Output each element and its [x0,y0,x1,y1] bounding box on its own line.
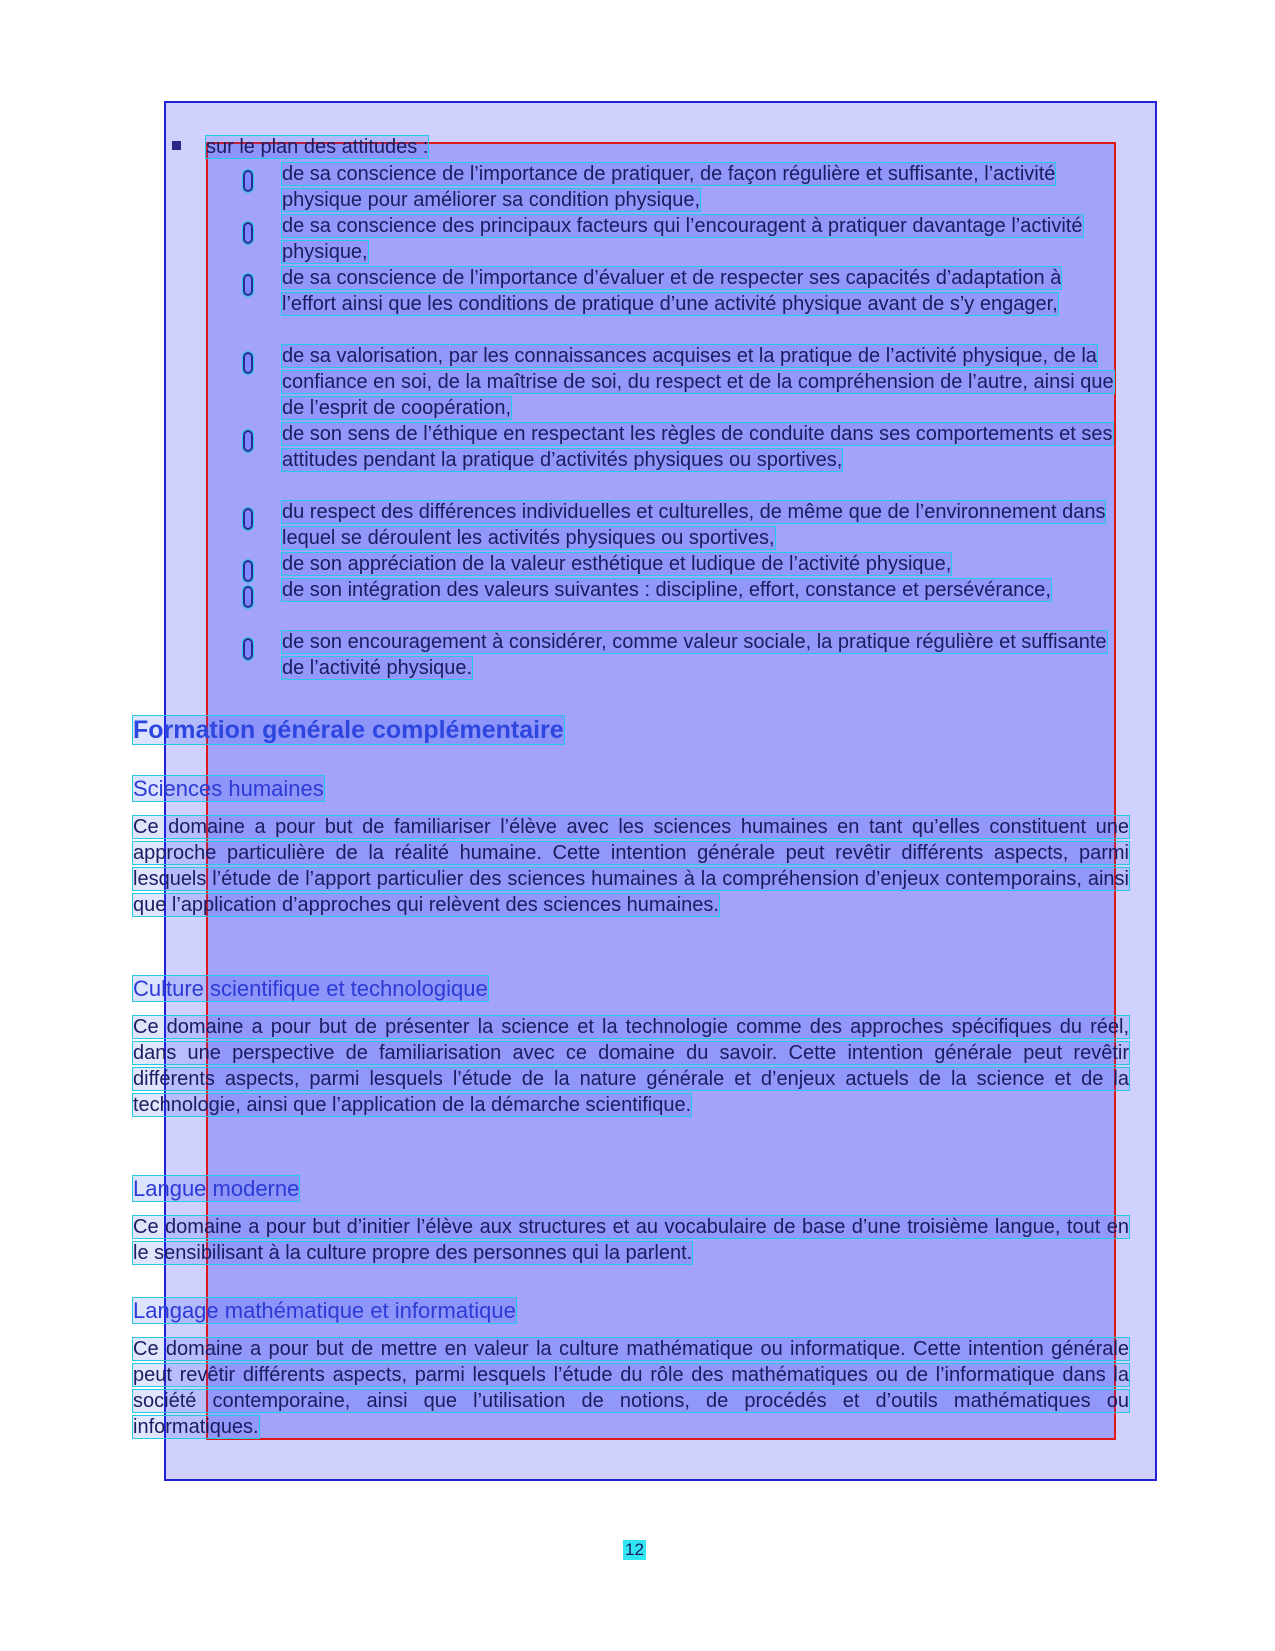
attitude-item: de sa conscience des principaux facteurs qui l’encouragent à pratiquer davantage l’activité physique, [282,215,1083,263]
attitude-item: de sa valorisation, par les connaissances acquises et la pratique de l’activité physique, de la confiance en soi, de la maîtrise de soi, du respect et de la compréhension de l’autre, ainsi que de l’esprit de coopération, [282,345,1114,419]
subsection-paragraph: Ce domaine a pour but de familiariser l’élève avec les sciences humaines en tant qu’elles constituent une approche particulière de la réalité humaine. Cette intention générale peut revêtir différents aspects, parmi lesquels l’étude de l’apport particulier des sciences humaines à la compréhension d’enjeux contemporains, ainsi que l’application d’approches qui relèvent des sciences humaines. [133,816,1129,916]
circle-bullet-icon [243,222,253,244]
circle-bullet-icon [243,274,253,296]
attitude-item: de son intégration des valeurs suivantes : discipline, effort, constance et persévérance, [282,579,1051,601]
circle-bullet-icon [243,508,253,530]
subsection-heading: Langue moderne [133,1176,300,1201]
subsection-paragraph: Ce domaine a pour but de mettre en valeur la culture mathématique ou informatique. Cette intention générale peut revêtir différents aspects, parmi lesquels l’étude du rôle des mathématiques ou de l’informatique dans la société contemporaine, ainsi que l’utilisation de notions, de procédés et d’outils mathématiques ou informatiques. [133,1338,1129,1438]
subsection-paragraph: Ce domaine a pour but d’initier l’élève aux structures et au vocabulaire de base d’une troisième langue, tout en le sensibilisant à la culture propre des personnes qui la parlent. [133,1216,1129,1264]
section-title: Formation générale complémentaire [133,716,564,744]
square-bullet-icon [172,141,181,150]
attitude-item: de son appréciation de la valeur esthétique et ludique de l’activité physique, [282,553,952,575]
subsection-paragraph: Ce domaine a pour but de présenter la science et la technologie comme des approches spécifiques du réel, dans une perspective de familiarisation avec ce domaine du savoir. Cette intention générale peut revêtir différents aspects, parmi lesquels l’étude de la nature générale et d’enjeux actuels de la science et de la technologie, ainsi que l’application de la démarche scientifique. [133,1016,1129,1116]
attitude-item: de sa conscience de l’importance de pratiquer, de façon régulière et suffisante, l’activité physique pour améliorer sa condition physique, [282,163,1056,211]
attitude-item: de son sens de l’éthique en respectant les règles de conduite dans ses comportements et ses attitudes pendant la pratique d’activités physiques ou sportives, [282,423,1113,471]
attitude-item: de son encouragement à considérer, comme valeur sociale, la pratique régulière et suffisante de l’activité physique. [282,631,1107,679]
attitudes-intro: sur le plan des attitudes : [206,136,429,158]
page-number: 12 [625,1540,644,1559]
attitude-item: de sa conscience de l’importance d’évaluer et de respecter ses capacités d’adaptation à l’effort ainsi que les conditions de pratique d’une activité physique avant de s’y engager, [282,267,1062,315]
subsection-heading: Langage mathématique et informatique [133,1298,516,1323]
subsection-heading: Culture scientifique et technologique [133,976,488,1001]
subsection-heading: Sciences humaines [133,776,324,801]
circle-bullet-icon [243,586,253,608]
circle-bullet-icon [243,352,253,374]
circle-bullet-icon [243,170,253,192]
circle-bullet-icon [243,560,253,582]
circle-bullet-icon [243,638,253,660]
attitude-item: du respect des différences individuelles et culturelles, de même que de l’environnement dans lequel se déroulent les activités physiques ou sportives, [282,501,1106,549]
circle-bullet-icon [243,430,253,452]
